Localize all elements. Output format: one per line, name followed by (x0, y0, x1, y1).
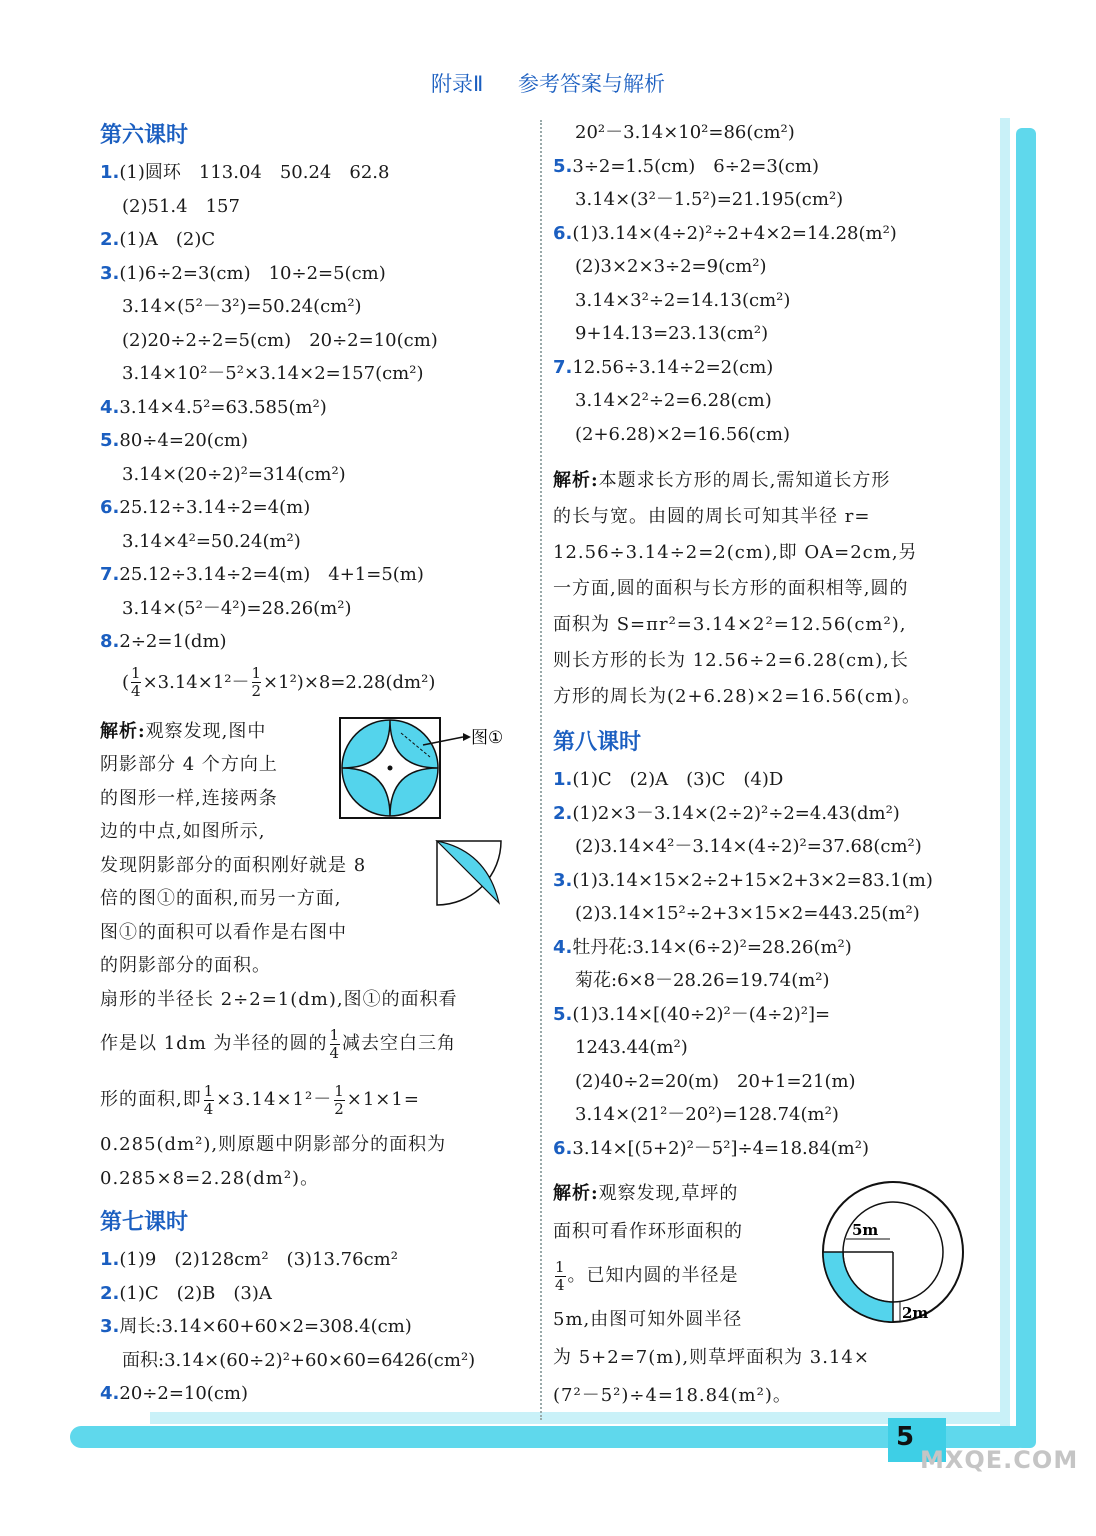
answer-line: 1.(1)C (2)A (3)C (4)D (553, 769, 784, 790)
explanation-line: (7²－5²)÷4=18.84(m²)。 (553, 1385, 792, 1406)
explanation-block (553, 1175, 983, 1415)
header-appendix: 附录Ⅱ (430, 72, 484, 96)
answer-line: (2+6.28)×2=16.56(cm) (575, 423, 790, 445)
explanation-line: 5m,由图可知外圆半径 (553, 1309, 743, 1330)
ring-figure (818, 1177, 968, 1327)
page-header (0, 68, 1096, 98)
answer-line: 3.14×2²÷2=6.28(cm) (575, 390, 772, 411)
radius-label: 5m (852, 1221, 879, 1239)
explanation-line: 解析:本题求长方形的周长,需知道长方形 (553, 470, 891, 491)
answer-line: 7.25.12÷3.14÷2=4(m) 4+1=5(m) (100, 564, 424, 585)
answer-line: 菊花:6×8－28.26=19.74(m²) (575, 970, 830, 991)
answer-line: 9+14.13=23.13(cm²) (575, 323, 769, 344)
answer-line: 3.14×10²－5²×3.14×2=157(cm²) (122, 363, 424, 384)
explanation-line: 的长与宽。由圆的周长可知其半径 r= (553, 506, 871, 527)
answer-line: (2)40÷2=20(m) 20+1=21(m) (575, 1070, 856, 1092)
answer-line: 1.(1)圆环 113.04 50.24 62.8 (100, 162, 390, 183)
explanation-line: 发现阴影部分的面积刚好就是 8 (100, 854, 367, 876)
page-number: 5 (896, 1422, 915, 1452)
explanation-line: 倍的图①的面积,而另一方面, (100, 888, 342, 909)
explanation-block (100, 715, 525, 1196)
answer-line: 6.(1)3.14×(4÷2)²÷2+4×2=14.28(m²) (553, 222, 897, 244)
explanation-line: 作是以 1dm 为半径的圆的 $\frac{1}{4}$ 减去空白三角 (100, 1025, 457, 1062)
answer-line: 3.14×(5²－3²)=50.24(cm²) (122, 296, 362, 317)
answer-line: 3.14×3²÷2=14.13(cm²) (575, 289, 791, 311)
explanation-line: 面积为 S=πr²=3.14×2²=12.56(cm²), (553, 614, 907, 635)
explanation-line: 解析:观察发现,图中 (100, 720, 267, 742)
explanation-line: 则长方形的长为 12.56÷2=6.28(cm),长 (553, 650, 909, 671)
answer-line: 4.20÷2=10(cm) (100, 1383, 248, 1404)
answer-line: (2)3.14×4²－3.14×(4÷2)²=37.68(cm²) (575, 836, 922, 857)
explanation-line: 面积可看作环形面积的 (553, 1221, 743, 1242)
section-title-6: 第六课时 (100, 123, 189, 148)
fraction: $\frac{1}{2}$ (251, 664, 262, 700)
answer-line: 4.3.14×4.5²=63.585(m²) (100, 396, 327, 418)
answer-line: 3.14×(3²－1.5²)=21.195(cm²) (575, 189, 844, 210)
explanation-line: 扇形的半径长 2÷2=1(dm),图①的面积看 (100, 988, 458, 1010)
header-title: 参考答案与解析 (518, 72, 666, 96)
answer-line: 5.(1)3.14×[(40÷2)²－(4÷2)²]= (553, 1003, 831, 1025)
explanation-line: 一方面,圆的面积与长方形的面积相等,圆的 (553, 578, 909, 599)
answer-formula: ( $\frac{1}{4}$ ×3.14×1²－ $\frac{1}{2}$ ×1²)×8=2.28(dm²) (122, 664, 436, 700)
answer-line: (2)3.14×15²÷2+3×15×2=443.25(m²) (575, 903, 920, 924)
explanation-line: 阴影部分 4 个方向上 (100, 754, 278, 775)
fraction: $\frac{1}{4}$ (555, 1257, 566, 1294)
answer-line: (2)20÷2÷2=5(cm) 20÷2=10(cm) (122, 329, 438, 351)
explanation-line: 图①的面积可以看作是右图中 (100, 921, 347, 943)
answer-line: 3.14×(5²－4²)=28.26(m²) (122, 597, 352, 619)
answer-line: 6.25.12÷3.14÷2=4(m) (100, 497, 311, 518)
explanation-line: 0.285(dm²),则原题中阴影部分的面积为 (100, 1134, 447, 1155)
section-title-8: 第八课时 (553, 730, 642, 755)
answer-line: 3.14×(20÷2)²=314(cm²) (122, 463, 346, 485)
answer-line: 2.(1)C (2)B (3)A (100, 1282, 272, 1304)
explanation-line: 的阴影部分的面积。 (100, 955, 271, 976)
answer-line: 2.(1)2×3－3.14×(2÷2)²÷2=4.43(dm²) (553, 802, 900, 824)
watermark: MXQE.COM (920, 1446, 1079, 1474)
page-frame-right (1016, 128, 1036, 1448)
page-frame-right-light (1000, 118, 1010, 1438)
fraction: $\frac{1}{4}$ (329, 1025, 341, 1062)
column-divider (540, 120, 542, 1420)
fraction: $\frac{1}{4}$ (131, 664, 141, 700)
answer-line: 5.80÷4=20(cm) (100, 430, 248, 451)
explanation-line: 形的面积,即 $\frac{1}{4}$ ×3.14×1²－ $\frac{1}{2}$ ×1×1= (100, 1081, 420, 1118)
width-label: 2m (902, 1304, 929, 1322)
answer-line: 1.(1)9 (2)128cm² (3)13.76cm² (100, 1249, 398, 1270)
explanation-line: $\frac{1}{4}$ 。已知内圆的半径是 (555, 1257, 739, 1294)
answer-line: 3.14×4²=50.24(m²) (122, 530, 301, 552)
left-column (100, 116, 525, 1411)
right-column (553, 116, 983, 1415)
explanation-line: 为 5+2=7(m),则草坪面积为 3.14× (553, 1347, 870, 1368)
answer-line: 5.3÷2=1.5(cm) 6÷2=3(cm) (553, 155, 819, 177)
answer-line: 3.(1)3.14×15×2÷2+15×2+3×2=83.1(m) (553, 869, 933, 891)
answer-line: 3.14×(21²－20²)=128.74(m²) (575, 1104, 839, 1125)
explanation-block (553, 463, 983, 715)
explanation-line: 0.285×8=2.28(dm²)。 (100, 1167, 320, 1189)
fraction: $\frac{1}{2}$ (334, 1081, 345, 1118)
answer-line: 2.(1)A (2)C (100, 229, 216, 250)
answer-line: 3.周长:3.14×60+60×2=308.4(cm) (100, 1316, 412, 1337)
page-frame-bottom (70, 1426, 1030, 1448)
explanation-line: 的图形一样,连接两条 (100, 787, 278, 809)
figure-label: 图① (471, 727, 504, 748)
section-title-7: 第七课时 (100, 1210, 189, 1235)
explanation-line: 解析:观察发现,草坪的 (553, 1183, 739, 1204)
circle-square-figure (335, 715, 504, 825)
answer-line: 4.牡丹花:3.14×(6÷2)²=28.26(m²) (553, 936, 852, 958)
answer-line: 面积:3.14×(60÷2)²+60×60=6426(cm²) (122, 1349, 476, 1371)
explanation-line: 12.56÷3.14÷2=2(cm),即 OA=2cm,另 (553, 542, 918, 563)
answer-line: (2)51.4 157 (122, 195, 240, 217)
explanation-line: 边的中点,如图所示, (100, 821, 266, 842)
answer-line: 8.2÷2=1(dm) (100, 631, 227, 652)
quarter-circle-figure (435, 839, 507, 911)
answer-line: 20²－3.14×10²=86(cm²) (575, 122, 795, 143)
answer-line: (2)3×2×3÷2=9(cm²) (575, 256, 767, 277)
fraction: $\frac{1}{4}$ (203, 1081, 215, 1118)
answer-line: 3.(1)6÷2=3(cm) 10÷2=5(cm) (100, 262, 386, 284)
answer-line: 1243.44(m²) (575, 1037, 688, 1058)
answer-line: 7.12.56÷3.14÷2=2(cm) (553, 356, 774, 378)
explanation-line: 方形的周长为(2+6.28)×2=16.56(cm)。 (553, 686, 921, 707)
answer-line: 6.3.14×[(5+2)²－5²]÷4=18.84(m²) (553, 1137, 869, 1159)
